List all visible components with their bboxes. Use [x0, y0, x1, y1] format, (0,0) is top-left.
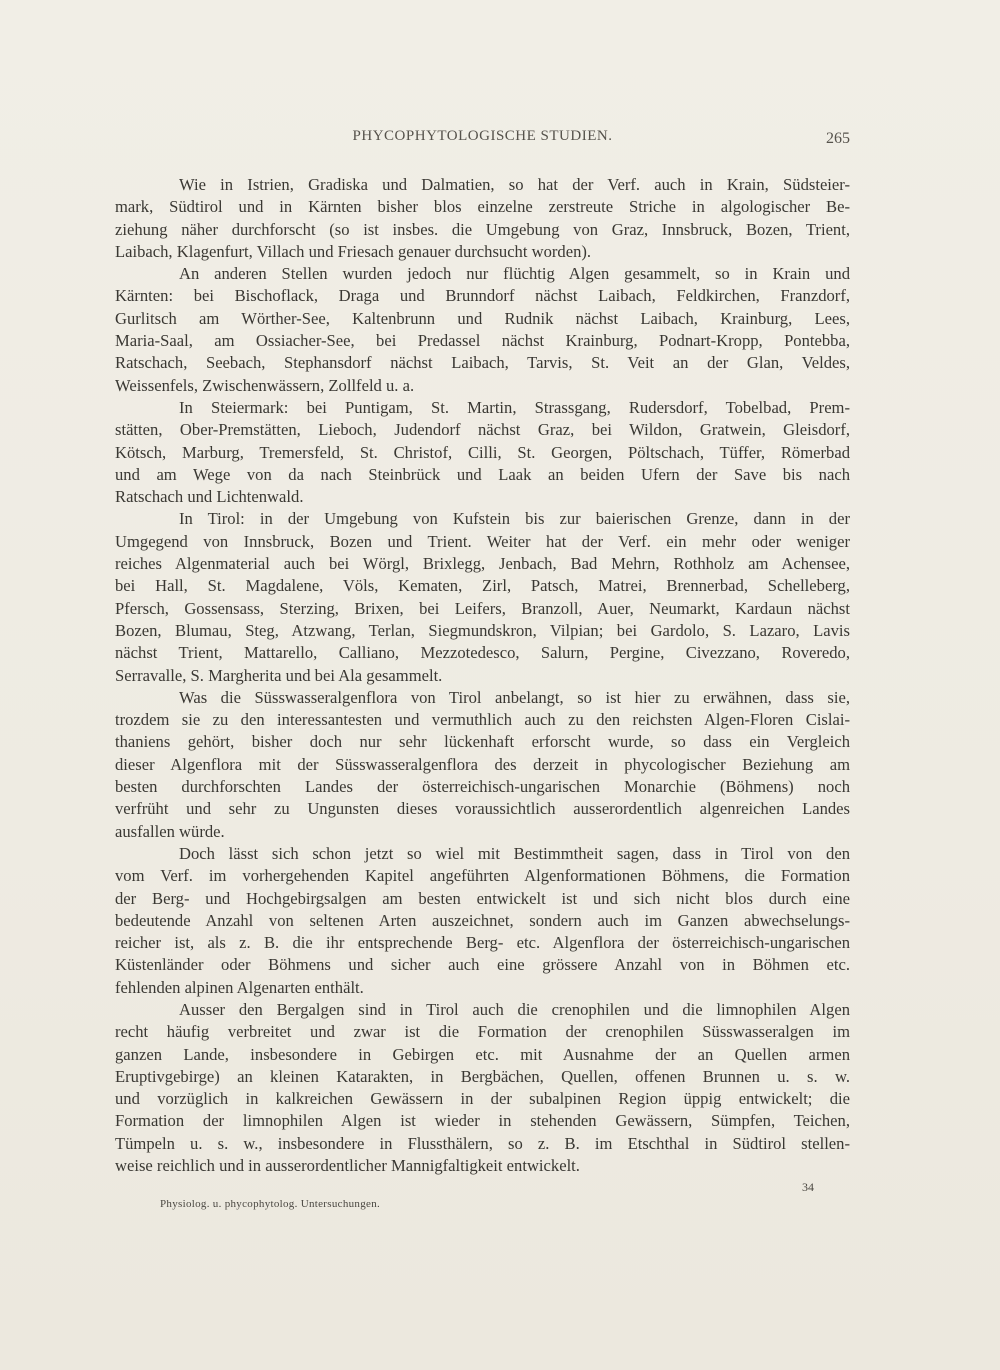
text-line: Weissenfels, Zwischenwässern, Zollfeld u. a. — [115, 375, 415, 395]
text-line: mark, Südtirol und in Kärnten bisher blos einzelne zerstreute Striche in algologischer Be- — [115, 197, 850, 217]
text-line: Gurlitsch am Wörther-See, Kaltenbrunn und Rudnik nächst Laibach, Krainburg, Lees, — [115, 308, 850, 328]
text-line: und am Wege von da nach Steinbrück und Laak an beiden Ufern der Save bis nach — [115, 464, 850, 484]
text-line: In Tirol: in der Umgebung von Kufstein bis zur baierischen Grenze, dann in der — [179, 509, 850, 529]
text-line: Maria-Saal, am Ossiacher-See, bei Predassel nächst Krainburg, Podnart-Kropp, Pontebba, — [115, 331, 850, 351]
text-line: Was die Süsswasseralgenflora von Tirol anbelangt, so ist hier zu erwähnen, dass sie, — [179, 687, 850, 707]
text-line: Tümpeln u. s. w., insbesondere in Flussthälern, so z. B. im Etschthal in Südtirol stellen- — [115, 1133, 850, 1153]
text-line: Laibach, Klagenfurt, Villach und Friesach genauer durchsucht worden). — [115, 241, 592, 261]
text-line: Bozen, Blumau, Steg, Atzwang, Terlan, Siegmundskron, Vilpian; bei Gardolo, S. Lazaro, Lavis — [115, 620, 850, 640]
text-line: reicher ist, als z. B. die ihr entsprechende Berg- etc. Algenflora der österreichisch-ungarischen — [115, 933, 850, 953]
text-line: Küstenländer oder Böhmens und sicher auch eine grössere Anzahl von in Böhmen etc. — [115, 955, 850, 975]
paragraph — [115, 174, 850, 263]
text-line: ausfallen würde. — [115, 821, 225, 841]
text-line: An anderen Stellen wurden jedoch nur flüchtig Algen gesammelt, so in Krain und — [179, 264, 850, 284]
text-line: Ratschach und Lichtenwald. — [115, 487, 304, 507]
text-line: fehlenden alpinen Algenarten enthält. — [115, 977, 364, 997]
text-line: Formation der limnophilen Algen ist wieder in stehenden Gewässern, Sümpfen, Teichen, — [115, 1111, 850, 1131]
text-line: dieser Algenflora mit der Süsswasseralgenflora des derzeit in phycologischer Beziehung am — [115, 754, 850, 774]
text-line: ganzen Lande, insbesondere in Gebirgen etc. mit Ausnahme der an Quellen armen — [115, 1044, 850, 1064]
text-line: und vorzüglich in kalkreichen Gewässern in der subalpinen Region üppig entwickelt; die — [115, 1089, 850, 1109]
text-line: besten durchforschten Landes der österreichisch-ungarischen Monarchie (Böhmens) noch — [115, 777, 850, 797]
signature-mark: 34 — [802, 1180, 814, 1194]
paragraph — [115, 397, 850, 508]
paragraph — [115, 508, 850, 686]
text-line: vom Verf. im vorhergehenden Kapitel angeführten Algenformationen Böhmens, die Formation — [115, 866, 850, 886]
text-line: Kötsch, Marburg, Tremersfeld, St. Christof, Cilli, St. Georgen, Pöltschach, Tüffer, Römerbad — [115, 442, 850, 462]
page-footer — [160, 1180, 850, 1220]
text-line: nächst Trient, Mattarello, Calliano, Mezzotedesco, Salurn, Pergine, Civezzano, Roveredo, — [115, 643, 850, 663]
body-text — [115, 174, 850, 1177]
text-line: Pfersch, Gossensass, Sterzing, Brixen, bei Leifers, Branzoll, Auer, Neumarkt, Kardaun nächst — [115, 598, 850, 618]
paragraph — [115, 687, 850, 843]
running-title: PHYCOPHYTOLOGISCHE STUDIEN. — [352, 128, 613, 144]
text-line: In Steiermark: bei Puntigam, St. Martin, Strassgang, Rudersdorf, Tobelbad, Prem- — [179, 397, 850, 417]
text-line: Eruptivgebirge) an kleinen Katarakten, in Bergbächen, Quellen, offenen Brunnen u. s. w. — [115, 1066, 850, 1086]
text-line: Umgegend von Innsbruck, Bozen und Trient. Weiter hat der Verf. ein mehr oder weniger — [115, 531, 850, 551]
text-line: weise reichlich und in ausserordentlicher Mannigfaltigkeit entwickelt. — [115, 1156, 580, 1176]
text-line: verfrüht und sehr zu Ungunsten dieses voraussichtlich ausserordentlich algenreichen Landes — [115, 799, 850, 819]
text-line: Wie in Istrien, Gradiska und Dalmatien, so hat der Verf. auch in Krain, Südsteier- — [179, 175, 850, 194]
paragraph — [115, 999, 850, 1177]
text-line: trozdem sie zu den interessantesten und vermuthlich auch zu den reichsten Algen-Floren Cislai- — [115, 710, 850, 730]
text-line: bei Hall, St. Magdalene, Völs, Kematen, Zirl, Patsch, Matrei, Brennerbad, Schelleberg, — [115, 576, 850, 596]
paragraph — [115, 843, 850, 999]
text-line: reiches Algenmaterial auch bei Wörgl, Brixlegg, Jenbach, Bad Mehrn, Rothholz am Achensee, — [115, 554, 850, 574]
footer-source: Physiolog. u. phycophytolog. Untersuchungen. — [160, 1198, 381, 1210]
text-line: Kärnten: bei Bischoflack, Draga und Brunndorf nächst Laibach, Feldkirchen, Franzdorf, — [115, 286, 850, 306]
text-line: der Berg- und Hochgebirgsalgen am besten entwickelt ist und sich nicht blos durch eine — [115, 888, 850, 908]
text-line: bedeutende Anzahl von seltenen Arten auszeichnet, sondern auch im Ganzen abwechselungs- — [115, 910, 850, 930]
text-line: ziehung näher durchforscht (so ist insbes. die Umgebung von Graz, Innsbruck, Bozen, Trient, — [115, 219, 850, 239]
page-number: 265 — [826, 130, 850, 147]
text-line: Ausser den Bergalgen sind in Tirol auch die crenophilen und die limnophilen Algen — [179, 999, 850, 1019]
paragraph — [115, 263, 850, 397]
text-line: stätten, Ober-Premstätten, Lieboch, Judendorf nächst Graz, bei Wildon, Gratwein, Gleisdorf, — [115, 420, 850, 440]
text-line: thaniens gehört, bisher doch nur sehr lückenhaft erforscht wurde, so dass ein Vergleich — [115, 732, 850, 752]
text-line: Ratschach, Seebach, Stephansdorf nächst Laibach, Tarvis, St. Veit an der Glan, Veldes, — [115, 353, 850, 373]
text-line: recht häufig verbreitet und zwar ist die Formation der crenophilen Süsswasseralgen im — [115, 1022, 850, 1042]
running-head — [115, 128, 850, 152]
text-line: Serravalle, S. Margherita und bei Ala gesammelt. — [115, 665, 443, 685]
text-line: Doch lässt sich schon jetzt so wiel mit Bestimmtheit sagen, dass in Tirol von den — [179, 843, 850, 863]
